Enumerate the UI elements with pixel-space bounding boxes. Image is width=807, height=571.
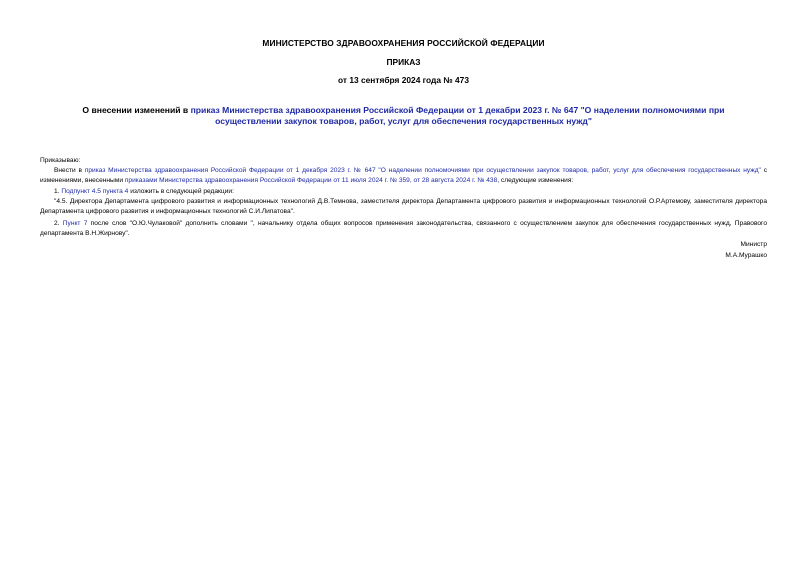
signatory-name: М.А.Мурашко <box>725 252 767 259</box>
main-text-3: , следующие изменения: <box>497 176 574 184</box>
main-text-2: с изменениями, внесенными <box>40 167 768 184</box>
amending-orders-link[interactable]: приказами Министерства здравоохранения Российской Федерации от 11 июля 2024 г. № 359, от 28 августа 2024 г. № 438 <box>124 176 498 184</box>
signatory-position: Министр <box>740 241 767 248</box>
item-2-paragraph <box>40 219 767 238</box>
intro-paragraph: Приказываю: <box>40 157 81 164</box>
main-text-1: Внести в <box>54 167 85 174</box>
title-link[interactable]: приказ Министерства здравоохранения Российской Федерации от 1 декабри 2023 г. № 647 "О наделении полномочиями при осуществлении закупок товаров, работ, услуг для обеспечения государственных нужд" <box>190 105 725 126</box>
document-date-number: от 13 сентября 2024 года № 473 <box>337 75 469 85</box>
document-type: ПРИКАЗ <box>386 57 421 67</box>
clause-7-link[interactable]: Пункт 7 <box>62 220 88 227</box>
order-647-link[interactable]: приказ Министерства здравоохранения Российской Федерации от 1 декабря 2023 г. № 647 "О наделении полномочиями при осуществлении закупок товаров, работ, услуг для обеспечения государственных нужд" <box>84 167 761 174</box>
ministry-heading: МИНИСТЕРСТВО ЗДРАВООХРАНЕНИЯ РОССИЙСКОЙ ФЕДЕРАЦИИ <box>262 38 545 48</box>
main-paragraph <box>40 166 767 185</box>
document-title <box>60 105 747 127</box>
item-2-text: после слов "О.Ю.Чулаковой" дополнить словами ", начальнику отдела общих вопросов применения законодательства, связанного с осуществлением закупок для обеспечения государственных нужд, Правового департамента В.Н.Жирнову". <box>40 220 767 237</box>
item-1-text: изложить в следующей редакции: <box>128 188 234 195</box>
item-2-number: 2. <box>54 220 63 227</box>
quoted-clause-paragraph: "4.5. Директора Департамента цифрового развития и информационных технологий Д.В.Темнова, заместителя директора Департамента цифрового развития и информационных технологий О.Р.Артемову, заместителя директора Департамента цифрового развития и информационных технологий С.И.Липатова". <box>40 198 767 215</box>
item-1-number: 1. <box>54 188 62 195</box>
item-1-paragraph <box>40 187 767 197</box>
subclause-4-5-link[interactable]: Подпункт 4.5 пункта 4 <box>61 188 129 195</box>
title-prefix: О внесении изменений в <box>82 105 191 115</box>
